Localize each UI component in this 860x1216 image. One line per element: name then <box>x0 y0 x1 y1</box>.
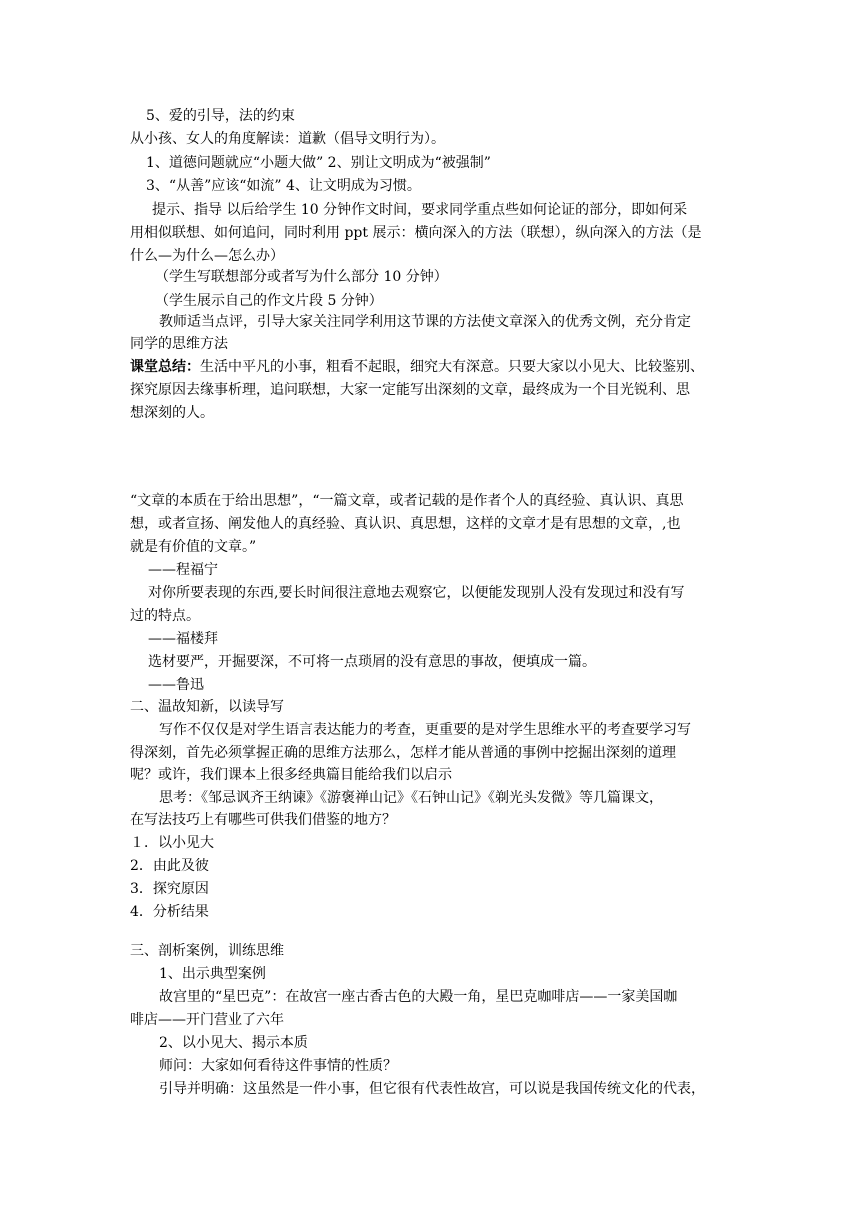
text-line: （学生写联想部分或者写为什么部分 10 分钟） <box>155 269 448 285</box>
text-line: 1、道德问题就应“小题大做” 2、别让文明成为“被强制” <box>146 155 491 171</box>
quote-author: ——鲁迅 <box>148 677 204 693</box>
quote-author: ——程福宁 <box>148 562 218 578</box>
text-line: 用相似联想、如何追问，同时利用 ppt 展示：横向深入的方法（联想），纵向深入的方法（是 <box>130 225 702 241</box>
text-line: 5、爱的引导，法的约束 <box>146 108 295 124</box>
text-line: 从小孩、女人的角度解读：道歉（倡导文明行为）。 <box>130 131 445 147</box>
quote-line: “文章的本质在于给出思想”，“一篇文章，或者记载的是作者个人的真经验、真认识、真思 <box>130 493 684 509</box>
quote-line: 就是有价值的文章。” <box>130 539 257 555</box>
quote-line: 选材要严，开掘要深，不可将一点琐屑的没有意思的事故，便填成一篇。 <box>148 654 596 670</box>
list-item: １．以小见大 <box>130 835 214 851</box>
text-line: 得深刻，首先必须掌握正确的思维方法那么，怎样才能从普通的事例中挖掘出深刻的道理 <box>130 745 676 761</box>
summary-text: 生活中平凡的小事，粗看不起眼，细究大有深意。只要大家以小见大、比较鉴别、 <box>200 359 704 375</box>
quote-line: 过的特点。 <box>130 608 200 624</box>
text-line: 什么—为什么—怎么办） <box>130 248 284 264</box>
text-line: 2、以小见大、揭示本质 <box>159 1035 308 1051</box>
text-line: 在写法技巧上有哪些可供我们借鉴的地方？ <box>130 812 396 828</box>
summary-line <box>130 357 704 377</box>
text-line: 教师适当点评，引导大家关注同学利用这节课的方法使文章深入的优秀文例，充分肯定 <box>159 314 691 330</box>
text-line: 写作不仅仅是对学生语言表达能力的考查，更重要的是对学生思维水平的考查要学习写 <box>159 722 691 738</box>
text-line: （学生展示自己的作文片段 5 分钟） <box>155 293 383 309</box>
list-item: 4．分析结果 <box>130 904 209 920</box>
text-line: 师问：大家如何看待这件事情的性质？ <box>159 1058 397 1074</box>
text-line: 啡店——开门营业了六年 <box>130 1012 284 1028</box>
list-item: 3．探究原因 <box>130 881 209 897</box>
quote-author: ——福楼拜 <box>148 631 218 647</box>
text-line: 呢？或许，我们课本上很多经典篇目能给我们以启示 <box>130 767 452 783</box>
section-heading: 三、剖析案例，训练思维 <box>130 943 284 959</box>
quote-line: 想，或者宣扬、阐发他人的真经验、真认识、真思想，这样的文章才是有思想的文章，,也 <box>130 516 681 532</box>
text-line: 3、“从善”应该“如流” 4、让文明成为习惯。 <box>146 178 421 194</box>
text-line: 1、出示典型案例 <box>159 966 266 982</box>
text-line: 同学的思维方法 <box>130 336 228 352</box>
section-heading: 二、温故知新，以读导写 <box>130 699 284 715</box>
text-line: 故宫里的“星巴克”：在故宫一座古香古色的大殿一角，星巴克咖啡店——一家美国咖 <box>159 989 678 1005</box>
text-line: 提示、指导 以后给学生 10 分钟作文时间，要求同学重点些如何论证的部分，即如何采 <box>152 202 688 218</box>
list-item: 2．由此及彼 <box>130 858 209 874</box>
quote-line: 对你所要表现的东西,要长时间很注意地去观察它，以便能发现别人没有发现过和没有写 <box>148 585 685 601</box>
text-line: 想深刻的人。 <box>130 405 214 421</box>
text-line: 探究原因去缘事析理，追问联想，大家一定能写出深刻的文章，最终成为一个目光锐利、思 <box>130 382 690 398</box>
text-line: 引导并明确：这虽然是一件小事，但它很有代表性故宫，可以说是我国传统文化的代表， <box>159 1081 705 1097</box>
summary-label: 课堂总结： <box>130 359 200 375</box>
text-line: 思考：《邹忌讽齐王纳谏》《游褒禅山记》《石钟山记》《剃光头发微》等几篇课文， <box>159 790 663 806</box>
